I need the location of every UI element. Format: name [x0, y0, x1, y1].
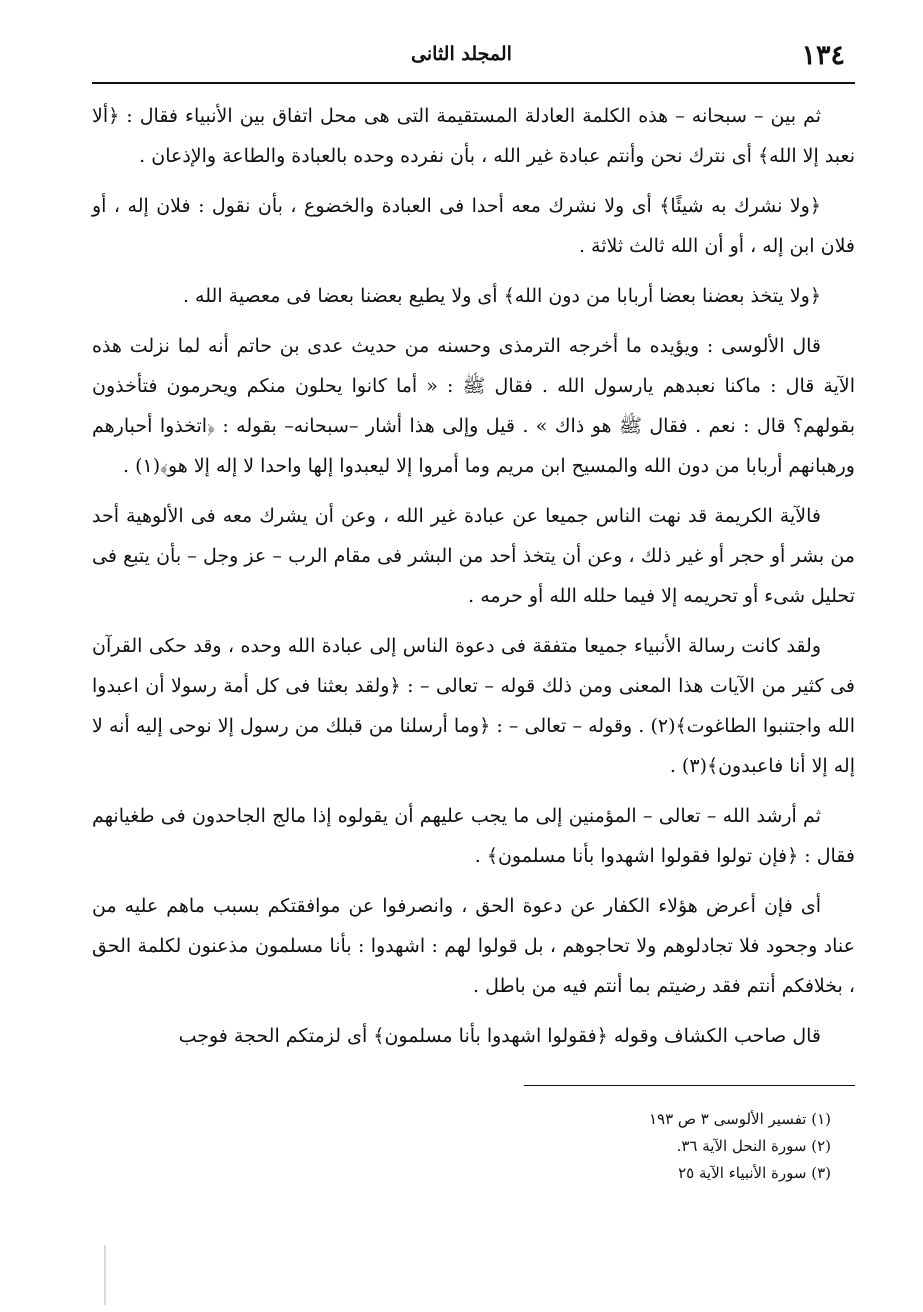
paragraph-2: ﴿ولا نشرك به شيئًا﴾ أى ولا نشرك معه أحدا فى العبادة والخضوع ، بأن نقول : فلان إله ، أو فلان ابن إله ، أو أن الله ثالث ثلاثة .: [92, 195, 855, 257]
footnote-3: (٣) سورة الأنبياء الآية ٢٥: [678, 1164, 831, 1182]
page-number: ١٣٤: [801, 40, 845, 71]
footnote-1: (١) تفسير الألوسى ٣ ص ١٩٣: [648, 1110, 831, 1128]
paragraph-9: قال صاحب الكشاف وقوله ﴿فقولوا اشهدوا بأنا مسلمون﴾ أى لزمتكم الحجة فوجب: [178, 1025, 821, 1047]
footnote-2: (٢) سورة النحل الآية ٣٦.: [676, 1137, 831, 1155]
paragraph-1: ثم بين – سبحانه – هذه الكلمة العادلة المستقيمة التى هى محل اتفاق بين الأنبياء فقال : ﴿ألا نعبد إلا الله﴾ أى نترك نحن وأنتم عبادة غير الله ، بأن نفرده وحده بالعبادة والطاعة والإذعان .: [92, 105, 855, 167]
paragraph-8: أى فإن أعرض هؤلاء الكفار عن دعوة الحق ، وانصرفوا عن موافقتكم بسبب ماهم عليه من عناد وجحود فلا تجادلوهم ولا تحاجوهم ، بل قولوا لهم : اشهدوا : بأنا مسلمون مذعنون لكلمة الحق ، بخلافكم أنتم فقد رضيتم بما أنتم فيه من باطل .: [92, 895, 855, 997]
paragraph-3: ﴿ولا يتخذ بعضنا بعضا أربابا من دون الله﴾ أى ولا يطيع بعضنا بعضا فى معصية الله .: [182, 285, 821, 307]
scan-mark: [104, 1245, 106, 1305]
paragraph-5: فالآية الكريمة قد نهت الناس جميعا عن عبادة غير الله ، وعن أن يشرك معه فى الألوهية أحد من بشر أو حجر أو غير ذلك ، وعن أن يتخذ أحد من البشر فى مقام الرب – عز وجل – بأن يتبع فى تحليل شىء أو تحريمه إلا فيما حلله الله أو حرمه .: [92, 505, 855, 607]
header-rule: [92, 82, 855, 84]
paragraph-6: ولقد كانت رسالة الأنبياء جميعا متفقة فى دعوة الناس إلى عبادة الله وحده ، وقد حكى القرآن فى كثير من الآيات هذا المعنى ومن ذلك قوله – تعالى – : ﴿ولقد بعثنا فى كل أمة رسولا أن اعبدوا الله واجتنبوا الطاغوت﴾(٢) . وقوله – تعالى – : ﴿وما أرسلنا من قبلك من رسول إلا نوحى إليه أنه لا إله إلا أنا فاعبدون﴾(٣) .: [92, 635, 855, 777]
paragraph-4: قال الألوسى : ويؤيده ما أخرجه الترمذى وحسنه من حديث عدى بن حاتم أنه لما نزلت هذه الآية قال : ماكنا نعبدهم يارسول الله . فقال ﷺ : « أما كانوا يحلون منكم ويحرمون فتأخذون بقولهم؟ قال : نعم . فقال ﷺ هو ذاك » . قيل وإلى هذا أشار –سبحانه– بقوله : ﴿اتخذوا أحبارهم ورهبانهم أربابا من دون الله والمسيح ابن مريم وما أمروا إلا ليعبدوا إلها واحدا لا إله إلا هو﴾(١) .: [92, 335, 856, 477]
paragraph-7: ثم أرشد الله – تعالى – المؤمنين إلى ما يجب عليهم أن يقولوه إذا مالج الجاحدون فى طغيانهم فقال : ﴿فإن تولوا فقولوا اشهدوا بأنا مسلمون﴾ .: [92, 805, 855, 867]
body-text: [92, 96, 855, 1066]
volume-title: المجلد الثانى: [411, 43, 512, 65]
footnotes: [411, 1106, 831, 1187]
footnote-rule: [524, 1085, 855, 1086]
